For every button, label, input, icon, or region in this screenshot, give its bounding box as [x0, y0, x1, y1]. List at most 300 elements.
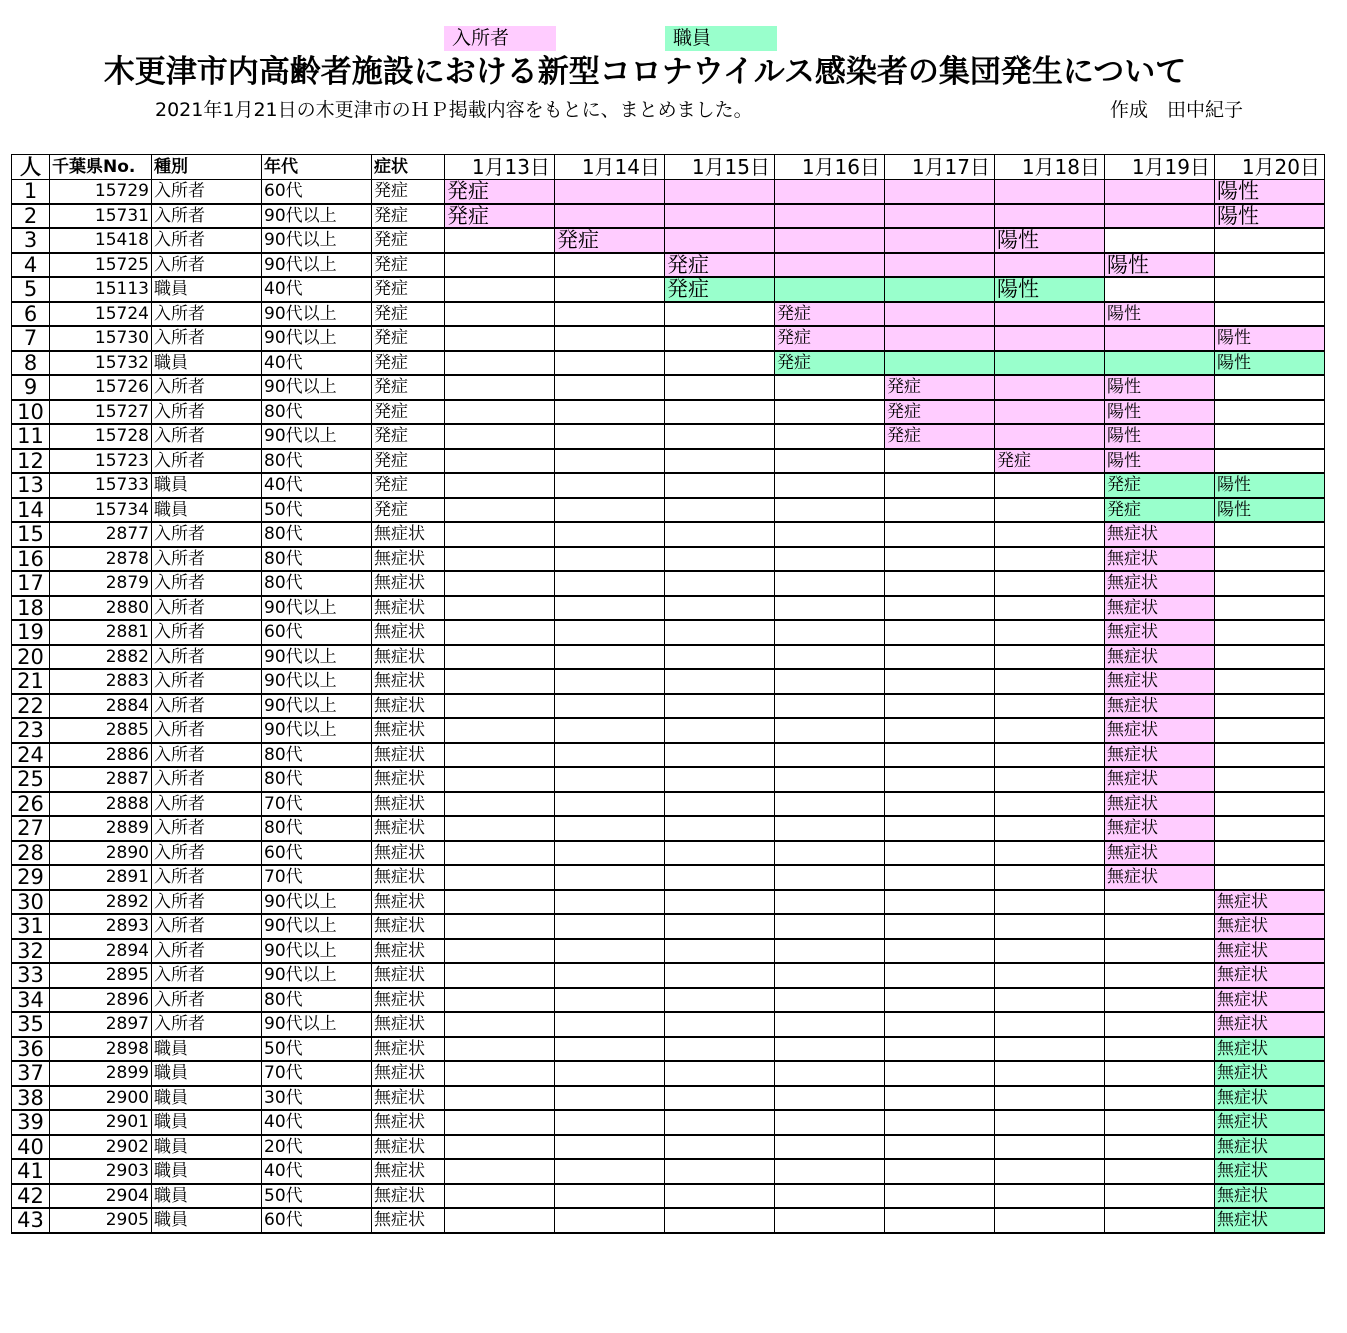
- day-cell: [665, 1110, 775, 1135]
- prefecture-number: 2879: [50, 571, 152, 596]
- age-group: 90代以上: [262, 596, 372, 621]
- author-credit: 作成 田中紀子: [1110, 99, 1244, 121]
- day-cell: [885, 816, 995, 841]
- day-cell: [775, 424, 885, 449]
- day-cell: [665, 669, 775, 694]
- row-number: 3: [12, 228, 50, 253]
- day-cell: [995, 326, 1105, 351]
- prefecture-number: 2888: [50, 792, 152, 817]
- symptom-status: 発症: [372, 498, 445, 523]
- day-cell: [555, 449, 665, 474]
- day-cell: [995, 1184, 1105, 1209]
- table-row: [12, 1110, 1325, 1135]
- day-cell: [555, 400, 665, 425]
- prefecture-number: 2895: [50, 963, 152, 988]
- day-cell: [775, 620, 885, 645]
- day-cell: [775, 743, 885, 768]
- day-cell: [665, 375, 775, 400]
- table-row: [12, 841, 1325, 866]
- day-cell: [995, 473, 1105, 498]
- day-cell: [665, 718, 775, 743]
- prefecture-number: 15729: [50, 179, 152, 204]
- day-cell: 無症状: [1105, 645, 1215, 670]
- age-group: 90代以上: [262, 204, 372, 229]
- day-cell: [555, 694, 665, 719]
- day-cell: [665, 204, 775, 229]
- age-group: 90代以上: [262, 228, 372, 253]
- age-group: 40代: [262, 1110, 372, 1135]
- day-cell: [995, 179, 1105, 204]
- day-cell: [1105, 228, 1215, 253]
- day-cell: 陽性: [1215, 204, 1325, 229]
- person-type: 入所者: [152, 1012, 262, 1037]
- day-cell: [775, 204, 885, 229]
- row-number: 17: [12, 571, 50, 596]
- day-cell: [445, 1086, 555, 1111]
- person-type: 職員: [152, 277, 262, 302]
- day-cell: [555, 204, 665, 229]
- age-group: 80代: [262, 522, 372, 547]
- day-cell: [555, 963, 665, 988]
- day-cell: [665, 1159, 775, 1184]
- day-cell: 発症: [885, 375, 995, 400]
- day-cell: 無症状: [1215, 963, 1325, 988]
- symptom-status: 無症状: [372, 547, 445, 572]
- symptom-status: 発症: [372, 326, 445, 351]
- day-cell: [555, 302, 665, 327]
- person-type: 入所者: [152, 890, 262, 915]
- day-cell: 無症状: [1105, 743, 1215, 768]
- day-cell: 発症: [995, 449, 1105, 474]
- table-row: [12, 620, 1325, 645]
- day-cell: 無症状: [1215, 1208, 1325, 1233]
- person-type: 入所者: [152, 963, 262, 988]
- day-cell: [555, 669, 665, 694]
- day-cell: [445, 963, 555, 988]
- age-group: 60代: [262, 620, 372, 645]
- header-date: 1月13日: [445, 155, 555, 180]
- header-date: 1月14日: [555, 155, 665, 180]
- table-row: [12, 1208, 1325, 1233]
- row-number: 27: [12, 816, 50, 841]
- person-type: 入所者: [152, 694, 262, 719]
- symptom-status: 無症状: [372, 816, 445, 841]
- symptom-status: 無症状: [372, 1110, 445, 1135]
- day-cell: [775, 1135, 885, 1160]
- day-cell: [775, 792, 885, 817]
- prefecture-number: 2882: [50, 645, 152, 670]
- row-number: 13: [12, 473, 50, 498]
- day-cell: [445, 326, 555, 351]
- day-cell: [1215, 253, 1325, 278]
- person-type: 職員: [152, 498, 262, 523]
- day-cell: [555, 914, 665, 939]
- age-group: 90代以上: [262, 1012, 372, 1037]
- day-cell: [1215, 669, 1325, 694]
- day-cell: [445, 277, 555, 302]
- day-cell: 発症: [665, 253, 775, 278]
- day-cell: [445, 841, 555, 866]
- row-number: 31: [12, 914, 50, 939]
- day-cell: 無症状: [1105, 669, 1215, 694]
- day-cell: [1105, 1184, 1215, 1209]
- row-number: 1: [12, 179, 50, 204]
- age-group: 80代: [262, 571, 372, 596]
- day-cell: [555, 277, 665, 302]
- row-number: 18: [12, 596, 50, 621]
- day-cell: [775, 449, 885, 474]
- day-cell: 陽性: [995, 228, 1105, 253]
- prefecture-number: 15732: [50, 351, 152, 376]
- age-group: 90代以上: [262, 326, 372, 351]
- day-cell: 無症状: [1215, 914, 1325, 939]
- day-cell: [1105, 351, 1215, 376]
- age-group: 40代: [262, 351, 372, 376]
- row-number: 6: [12, 302, 50, 327]
- symptom-status: 無症状: [372, 669, 445, 694]
- row-number: 2: [12, 204, 50, 229]
- day-cell: [1215, 743, 1325, 768]
- day-cell: [995, 1086, 1105, 1111]
- day-cell: [1215, 792, 1325, 817]
- prefecture-number: 2905: [50, 1208, 152, 1233]
- prefecture-number: 2901: [50, 1110, 152, 1135]
- day-cell: [555, 1184, 665, 1209]
- age-group: 90代以上: [262, 302, 372, 327]
- prefecture-number: 2896: [50, 988, 152, 1013]
- prefecture-number: 2877: [50, 522, 152, 547]
- day-cell: [445, 228, 555, 253]
- prefecture-number: 2892: [50, 890, 152, 915]
- day-cell: [665, 939, 775, 964]
- person-type: 職員: [152, 1135, 262, 1160]
- day-cell: [885, 498, 995, 523]
- day-cell: [885, 1037, 995, 1062]
- symptom-status: 無症状: [372, 743, 445, 768]
- prefecture-number: 2885: [50, 718, 152, 743]
- row-number: 41: [12, 1159, 50, 1184]
- day-cell: [665, 890, 775, 915]
- day-cell: [1215, 375, 1325, 400]
- day-cell: [995, 547, 1105, 572]
- day-cell: 陽性: [1105, 424, 1215, 449]
- age-group: 60代: [262, 1208, 372, 1233]
- day-cell: [885, 1184, 995, 1209]
- table-row: [12, 939, 1325, 964]
- symptom-status: 発症: [372, 179, 445, 204]
- day-cell: [665, 498, 775, 523]
- day-cell: [995, 890, 1105, 915]
- day-cell: 無症状: [1105, 547, 1215, 572]
- day-cell: [445, 1012, 555, 1037]
- row-number: 4: [12, 253, 50, 278]
- prefecture-number: 2887: [50, 767, 152, 792]
- day-cell: [995, 375, 1105, 400]
- row-number: 42: [12, 1184, 50, 1209]
- prefecture-number: 15731: [50, 204, 152, 229]
- table-row: [12, 498, 1325, 523]
- person-type: 入所者: [152, 743, 262, 768]
- day-cell: [885, 1135, 995, 1160]
- day-cell: [445, 1061, 555, 1086]
- day-cell: [775, 1159, 885, 1184]
- age-group: 90代以上: [262, 963, 372, 988]
- day-cell: [665, 1208, 775, 1233]
- symptom-status: 無症状: [372, 1208, 445, 1233]
- day-cell: [1105, 277, 1215, 302]
- age-group: 40代: [262, 1159, 372, 1184]
- day-cell: [1105, 1037, 1215, 1062]
- row-number: 21: [12, 669, 50, 694]
- day-cell: [445, 792, 555, 817]
- day-cell: [555, 1061, 665, 1086]
- day-cell: [445, 939, 555, 964]
- day-cell: [665, 767, 775, 792]
- table-row: [12, 694, 1325, 719]
- table-row: [12, 522, 1325, 547]
- prefecture-number: 15113: [50, 277, 152, 302]
- day-cell: 発症: [775, 302, 885, 327]
- day-cell: [445, 498, 555, 523]
- header-date: 1月15日: [665, 155, 775, 180]
- day-cell: [555, 1012, 665, 1037]
- header-date: 1月18日: [995, 155, 1105, 180]
- symptom-status: 無症状: [372, 988, 445, 1013]
- symptom-status: 無症状: [372, 1184, 445, 1209]
- symptom-status: 無症状: [372, 963, 445, 988]
- day-cell: [665, 645, 775, 670]
- person-type: 入所者: [152, 914, 262, 939]
- row-number: 20: [12, 645, 50, 670]
- day-cell: [885, 620, 995, 645]
- day-cell: 陽性: [1105, 302, 1215, 327]
- day-cell: [1105, 1110, 1215, 1135]
- day-cell: [885, 1110, 995, 1135]
- day-cell: [1105, 988, 1215, 1013]
- person-type: 職員: [152, 1110, 262, 1135]
- symptom-status: 無症状: [372, 645, 445, 670]
- day-cell: [885, 277, 995, 302]
- day-cell: [885, 522, 995, 547]
- table-row: [12, 253, 1325, 278]
- day-cell: [665, 547, 775, 572]
- day-cell: [885, 963, 995, 988]
- day-cell: [885, 718, 995, 743]
- day-cell: [555, 1208, 665, 1233]
- day-cell: [555, 1110, 665, 1135]
- person-type: 入所者: [152, 302, 262, 327]
- age-group: 90代以上: [262, 424, 372, 449]
- header-no: 千葉県No.: [50, 155, 152, 180]
- table-row: [12, 326, 1325, 351]
- day-cell: [665, 1037, 775, 1062]
- legend-resident: 入所者: [444, 26, 556, 51]
- person-type: 入所者: [152, 253, 262, 278]
- person-type: 職員: [152, 1061, 262, 1086]
- day-cell: 無症状: [1105, 596, 1215, 621]
- day-cell: [1215, 620, 1325, 645]
- row-number: 30: [12, 890, 50, 915]
- person-type: 入所者: [152, 669, 262, 694]
- person-type: 入所者: [152, 571, 262, 596]
- row-number: 23: [12, 718, 50, 743]
- table-row: [12, 1135, 1325, 1160]
- table-row: [12, 1184, 1325, 1209]
- symptom-status: 無症状: [372, 792, 445, 817]
- symptom-status: 無症状: [372, 865, 445, 890]
- day-cell: [665, 228, 775, 253]
- prefecture-number: 2902: [50, 1135, 152, 1160]
- day-cell: [885, 743, 995, 768]
- header-symptom: 症状: [372, 155, 445, 180]
- age-group: 40代: [262, 277, 372, 302]
- row-number: 12: [12, 449, 50, 474]
- row-number: 11: [12, 424, 50, 449]
- day-cell: [445, 743, 555, 768]
- day-cell: [1215, 302, 1325, 327]
- day-cell: [995, 571, 1105, 596]
- day-cell: 発症: [775, 326, 885, 351]
- age-group: 50代: [262, 1184, 372, 1209]
- person-type: 入所者: [152, 865, 262, 890]
- day-cell: [885, 253, 995, 278]
- day-cell: [995, 400, 1105, 425]
- symptom-status: 無症状: [372, 718, 445, 743]
- row-number: 14: [12, 498, 50, 523]
- day-cell: [775, 228, 885, 253]
- day-cell: [445, 620, 555, 645]
- prefecture-number: 2900: [50, 1086, 152, 1111]
- prefecture-number: 15723: [50, 449, 152, 474]
- day-cell: [995, 596, 1105, 621]
- symptom-status: 無症状: [372, 1135, 445, 1160]
- day-cell: [1215, 645, 1325, 670]
- day-cell: [775, 890, 885, 915]
- table-row: [12, 890, 1325, 915]
- prefecture-number: 2878: [50, 547, 152, 572]
- day-cell: [445, 302, 555, 327]
- person-type: 入所者: [152, 767, 262, 792]
- day-cell: [445, 400, 555, 425]
- day-cell: [885, 669, 995, 694]
- day-cell: [885, 914, 995, 939]
- day-cell: [995, 424, 1105, 449]
- row-number: 15: [12, 522, 50, 547]
- day-cell: [555, 179, 665, 204]
- day-cell: 無症状: [1105, 841, 1215, 866]
- day-cell: 発症: [445, 179, 555, 204]
- day-cell: [445, 522, 555, 547]
- day-cell: [885, 939, 995, 964]
- day-cell: [665, 1135, 775, 1160]
- age-group: 60代: [262, 179, 372, 204]
- day-cell: 無症状: [1215, 1135, 1325, 1160]
- day-cell: 無症状: [1215, 939, 1325, 964]
- prefecture-number: 2899: [50, 1061, 152, 1086]
- day-cell: [445, 253, 555, 278]
- day-cell: [445, 375, 555, 400]
- table-row: [12, 1086, 1325, 1111]
- day-cell: [555, 767, 665, 792]
- day-cell: [775, 277, 885, 302]
- person-type: 入所者: [152, 718, 262, 743]
- day-cell: [995, 865, 1105, 890]
- person-type: 入所者: [152, 596, 262, 621]
- day-cell: [885, 351, 995, 376]
- table-row: [12, 547, 1325, 572]
- person-type: 職員: [152, 1159, 262, 1184]
- header-date: 1月19日: [1105, 155, 1215, 180]
- day-cell: [445, 351, 555, 376]
- header-date: 1月16日: [775, 155, 885, 180]
- table-row: [12, 1061, 1325, 1086]
- day-cell: [445, 767, 555, 792]
- table-row: [12, 963, 1325, 988]
- day-cell: [1105, 1012, 1215, 1037]
- age-group: 80代: [262, 449, 372, 474]
- day-cell: [665, 792, 775, 817]
- symptom-status: 発症: [372, 253, 445, 278]
- day-cell: [445, 1208, 555, 1233]
- symptom-status: 無症状: [372, 1037, 445, 1062]
- row-number: 39: [12, 1110, 50, 1135]
- day-cell: [555, 253, 665, 278]
- prefecture-number: 2883: [50, 669, 152, 694]
- day-cell: [995, 1061, 1105, 1086]
- day-cell: [1105, 179, 1215, 204]
- table-row: [12, 228, 1325, 253]
- age-group: 90代以上: [262, 669, 372, 694]
- row-number: 22: [12, 694, 50, 719]
- day-cell: 無症状: [1215, 890, 1325, 915]
- person-type: 職員: [152, 473, 262, 498]
- day-cell: [1215, 767, 1325, 792]
- day-cell: [555, 988, 665, 1013]
- table-row: [12, 473, 1325, 498]
- day-cell: [775, 767, 885, 792]
- symptom-status: 無症状: [372, 939, 445, 964]
- day-cell: [445, 914, 555, 939]
- day-cell: [995, 743, 1105, 768]
- person-type: 入所者: [152, 620, 262, 645]
- age-group: 90代以上: [262, 890, 372, 915]
- day-cell: [995, 645, 1105, 670]
- day-cell: [885, 302, 995, 327]
- age-group: 90代以上: [262, 694, 372, 719]
- person-type: 入所者: [152, 449, 262, 474]
- day-cell: [995, 253, 1105, 278]
- day-cell: [995, 1135, 1105, 1160]
- symptom-status: 発症: [372, 302, 445, 327]
- day-cell: [775, 596, 885, 621]
- symptom-status: 発症: [372, 449, 445, 474]
- day-cell: 陽性: [1105, 449, 1215, 474]
- day-cell: [995, 204, 1105, 229]
- day-cell: [885, 890, 995, 915]
- age-group: 90代以上: [262, 718, 372, 743]
- table-row: [12, 767, 1325, 792]
- day-cell: 無症状: [1105, 767, 1215, 792]
- prefecture-number: 2903: [50, 1159, 152, 1184]
- day-cell: [665, 473, 775, 498]
- day-cell: [885, 473, 995, 498]
- day-cell: [445, 547, 555, 572]
- day-cell: [665, 743, 775, 768]
- header-type: 種別: [152, 155, 262, 180]
- prefecture-number: 15727: [50, 400, 152, 425]
- symptom-status: 無症状: [372, 620, 445, 645]
- page-title: 木更津市内高齢者施設における新型コロナウイルス感染者の集団発生について: [103, 54, 1187, 90]
